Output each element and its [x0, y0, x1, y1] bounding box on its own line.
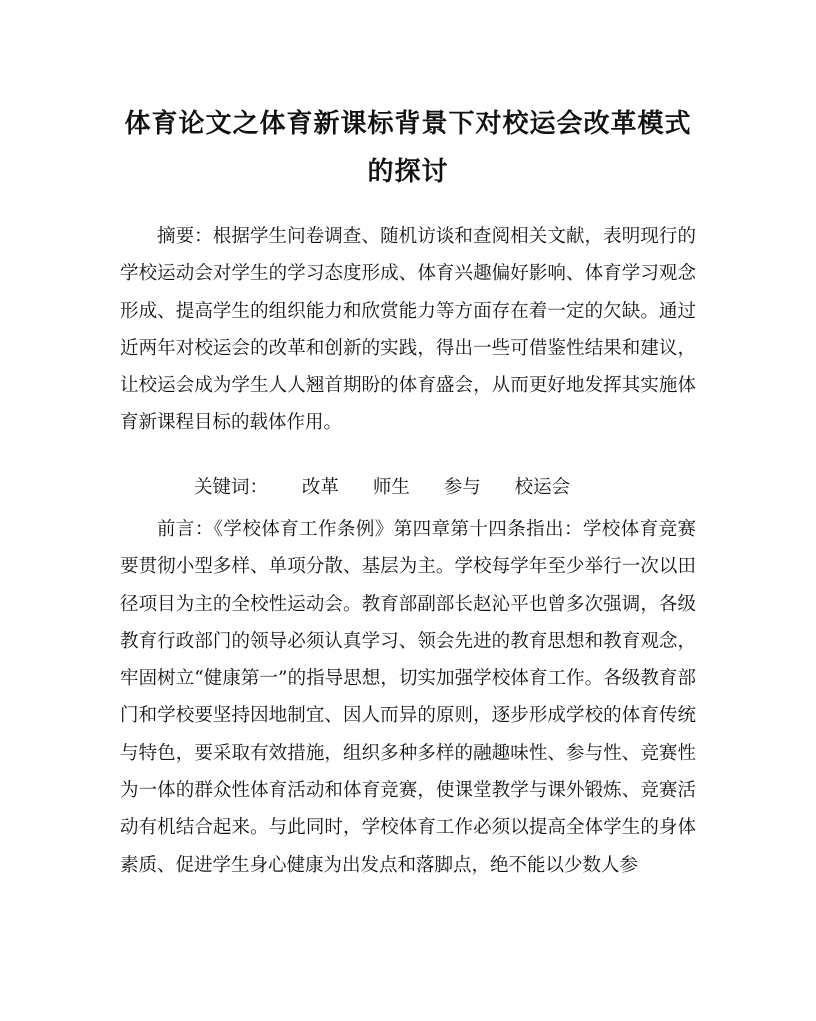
document-title: 体育论文之体育新课标背景下对校运会改革模式的探讨	[124, 109, 692, 187]
keyword-item: 参与	[443, 477, 481, 498]
keywords-label: 关键词：	[194, 477, 269, 498]
abstract-paragraph: 摘要：根据学生问卷调查、随机访谈和查阅相关文献，表明现行的学校运动会对学生的学习态度形成、体育兴趣偏好影响、体育学习观念形成、提高学生的组织能力和欣赏能力等方面存在着一定的欠缺。通过近两年对校运会的改革和创新的实践，得出一些可借鉴性结果和建议，让校运会成为学生人人翘首期盼的体育盛会，从而更好地发挥其实施体育新课程目标的载体作用。	[120, 226, 696, 434]
intro-paragraph: 前言：《学校体育工作条例》第四章第十四条指出：学校体育竞赛要贯彻小型多样、单项分散、基层为主。学校每学年至少举行一次以田径项目为主的全校性运动会。教育部副部长赵沁平也曾多次强调，各级教育行政部门的领导必须认真学习、领会先进的教育思想和教育观念，牢固树立“健康第一”的指导思想，切实加强学校体育工作。各级教育部门和学校要坚持因地制宜、因人而异的原则，逐步形成学校的体育传统与特色，要采取有效措施，组织多种多样的融趣味性、参与性、竞赛性为一体的群众性体育活动和体育竞赛，使课堂教学与课外锻炼、竞赛活动有机结合起来。与此同时，学校体育工作必须以提高全体学生的身体素质、促进学生身心健康为出发点和落脚点，绝不能以少数人参	[120, 519, 696, 876]
keyword-item: 校运会	[514, 477, 571, 498]
keywords-line	[194, 469, 598, 506]
keyword-item: 改革	[301, 477, 339, 498]
keyword-item: 师生	[372, 477, 410, 498]
